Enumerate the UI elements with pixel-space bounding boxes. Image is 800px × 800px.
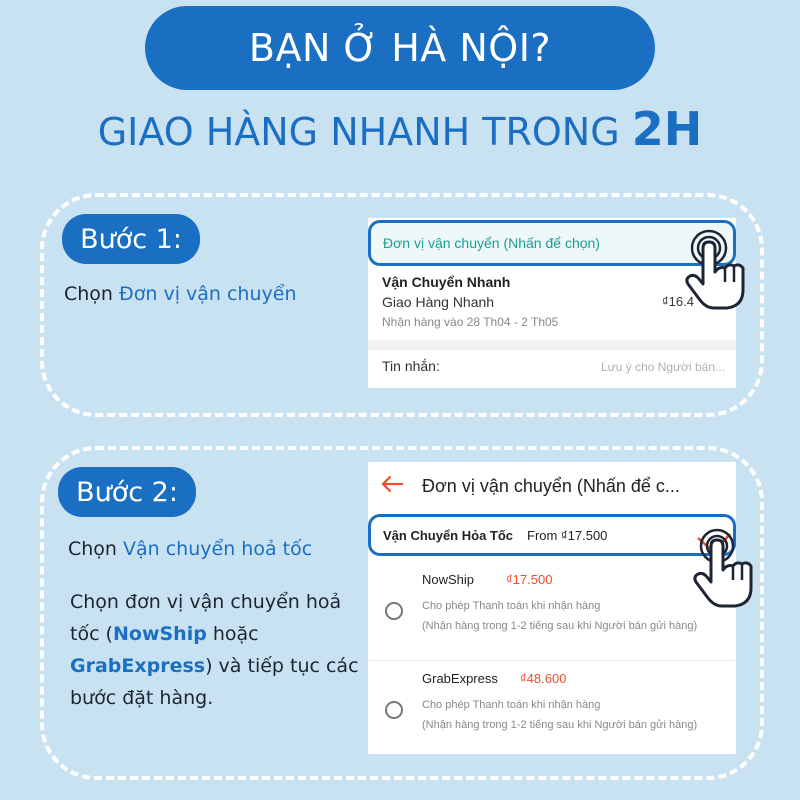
desc-grabexpress: GrabExpress — [70, 655, 206, 677]
step2-badge — [58, 467, 196, 517]
express-shipping-label: Vận Chuyển Hỏa Tốc — [383, 527, 514, 543]
radio-button[interactable] — [385, 701, 403, 719]
desc-nowship: NowShip — [112, 623, 207, 645]
express-shipping-select[interactable] — [368, 514, 736, 556]
panel-header — [368, 462, 736, 510]
step1-instruction — [64, 283, 296, 305]
message-input[interactable]: Lưu ý cho Người bán... — [601, 360, 725, 374]
option-name: GrabExpress — [422, 671, 498, 686]
step2-instruction-prefix: Chọn — [68, 538, 124, 560]
shipping-panel-2 — [368, 462, 736, 754]
arrow-left-icon[interactable] — [380, 473, 410, 499]
tap-hand-icon — [676, 228, 748, 312]
desc-part-2: hoặc — [206, 623, 259, 645]
step2-badge-label: Bước 2: — [76, 476, 178, 508]
page-subtitle — [0, 102, 800, 156]
step1-badge — [62, 214, 200, 264]
option-note: (Nhận hàng trong 1-2 tiếng sau khi Người bán gửi hàng) — [422, 620, 698, 632]
option-name: NowShip — [422, 572, 475, 587]
shipping-carrier: Giao Hàng Nhanh — [382, 294, 495, 310]
step1-instruction-prefix: Chọn — [64, 283, 120, 305]
option-note: (Nhận hàng trong 1-2 tiếng sau khi Người bán gửi hàng) — [422, 719, 698, 731]
option-price: ₫17.500 — [506, 572, 553, 587]
shipping-unit-select-label: Đơn vị vận chuyển (Nhấn để chọn) — [383, 235, 600, 251]
desc-part-1: Chọn đơn vị vận chuyển hoả tốc ( — [70, 591, 342, 645]
shipping-eta: Nhận hàng vào 28 Th04 - 2 Th05 — [382, 315, 559, 329]
page-title: BẠN Ở HÀ NỘI? — [248, 26, 552, 70]
subtitle-text: GIAO HÀNG NHANH TRONG — [97, 110, 632, 154]
step2-instruction — [68, 538, 312, 560]
shipping-price: ₫16.4 — [662, 294, 694, 309]
radio-button[interactable] — [385, 602, 403, 620]
option-payment: Cho phép Thanh toán khi nhận hàng — [422, 699, 601, 711]
shipping-method-name: Vận Chuyển Nhanh — [382, 274, 511, 290]
list-item[interactable] — [368, 562, 736, 658]
express-shipping-from-price: From ₫17.500 — [527, 527, 608, 543]
step2-instruction-highlight: Vận chuyển hoả tốc — [123, 538, 313, 560]
option-payment: Cho phép Thanh toán khi nhận hàng — [422, 600, 601, 612]
list-item[interactable] — [368, 660, 736, 756]
subtitle-highlight: 2H — [631, 102, 703, 156]
step1-instruction-highlight: Đơn vị vận chuyển — [119, 283, 297, 305]
title-banner — [145, 6, 655, 90]
step2-description — [70, 586, 360, 714]
desc-part-3: ) và tiếp tục các bước đặt hàng. — [70, 655, 359, 709]
divider — [368, 340, 736, 350]
tap-hand-icon — [684, 524, 756, 610]
option-price: ₫48.600 — [520, 671, 567, 686]
step1-badge-label: Bước 1: — [80, 223, 182, 255]
message-label: Tin nhắn: — [382, 358, 440, 374]
panel-title: Đơn vị vận chuyển (Nhấn để c... — [422, 475, 680, 496]
